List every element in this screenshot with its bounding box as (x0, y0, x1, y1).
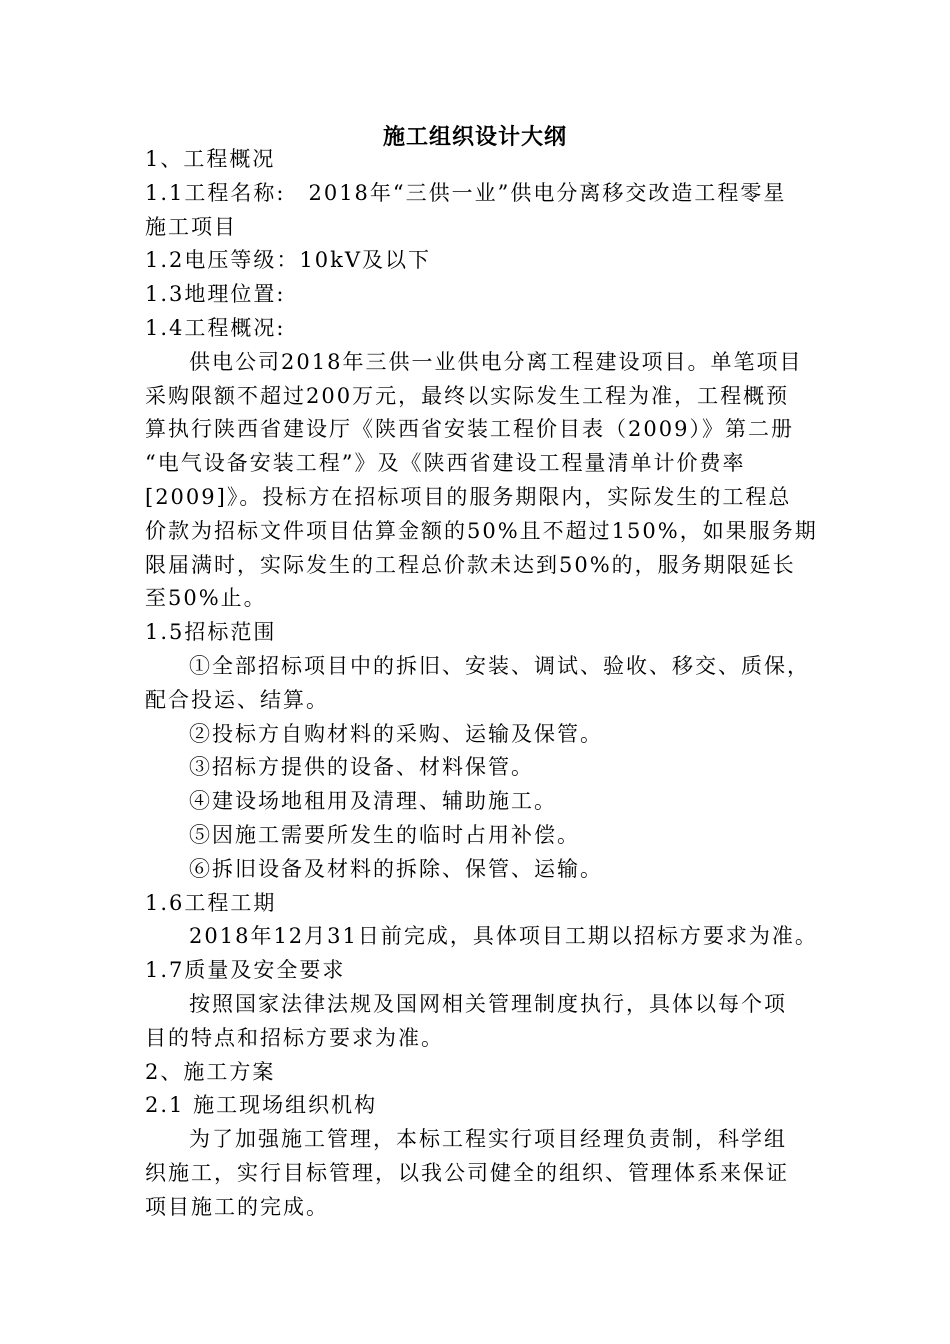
text-line: ④建设场地租用及清理、辅助施工。 (189, 789, 557, 814)
text-line: ②投标方自购材料的采购、运输及保管。 (189, 721, 603, 746)
text-line: ⑤因施工需要所发生的临时占用补偿。 (189, 822, 580, 847)
text-line: 配合投运、结算。 (145, 687, 329, 712)
text-line: 供电公司2018年三供一业供电分离工程建设项目。单笔项目 (189, 349, 803, 374)
text-line: 1.2电压等级：10kV及以下 (145, 248, 432, 273)
text-line: 1.5招标范围 (145, 620, 277, 645)
text-line: 1、工程概况 (145, 147, 276, 171)
text-line: 按照国家法律法规及国网相关管理制度执行，具体以每个项 (189, 991, 787, 1016)
document-title: 施工组织设计大纲 (382, 124, 567, 150)
document-body (145, 143, 825, 1225)
text-line: 目的特点和招标方要求为准。 (145, 1025, 444, 1050)
text-line: 限届满时，实际发生的工程总价款未达到50%的，服务期限延长 (145, 552, 796, 577)
text-line: 为了加强施工管理，本标工程实行项目经理负责制，科学组 (189, 1127, 787, 1152)
text-line: [2009]》。投标方在招标项目的服务期限内，实际发生的工程总 (145, 484, 792, 509)
text-line: 1.3地理位置: (145, 282, 286, 307)
text-line: 1.6工程工期 (145, 890, 277, 915)
text-line: 2.1 施工现场组织机构 (145, 1093, 378, 1118)
text-line: 采购限额不超过200万元，最终以实际发生工程为准，工程概预 (145, 383, 790, 408)
text-line: 1.4工程概况: (145, 315, 286, 340)
text-line: 1.1工程名称: 2018年“三供一业”供电分离移交改造工程零星 (145, 180, 787, 205)
text-line: 2、施工方案 (145, 1059, 276, 1084)
text-line: ①全部招标项目中的拆旧、安装、调试、验收、移交、质保， (189, 653, 810, 678)
text-line: 算执行陕西省建设厅《陕西省安装工程价目表（2009）》第二册 (145, 417, 794, 442)
text-line: 施工项目 (145, 214, 237, 239)
text-line: 至50%止。 (145, 586, 267, 611)
text-line: 项目施工的完成。 (145, 1194, 329, 1219)
text-line: 织施工，实行目标管理，以我公司健全的组织、管理体系来保证 (145, 1160, 789, 1185)
text-line: “电气设备安装工程”》及《陕西省建设工程量清单计价费率 (145, 451, 746, 476)
text-line: 2018年12月31日前完成，具体项目工期以招标方要求为准。 (189, 924, 818, 949)
text-line: 1.7质量及安全要求 (145, 958, 346, 983)
text-line: ③招标方提供的设备、材料保管。 (189, 755, 534, 780)
text-line: ⑥拆旧设备及材料的拆除、保管、运输。 (189, 856, 603, 881)
text-line: 价款为招标文件项目估算金额的50%且不超过150%，如果服务期 (145, 518, 818, 543)
